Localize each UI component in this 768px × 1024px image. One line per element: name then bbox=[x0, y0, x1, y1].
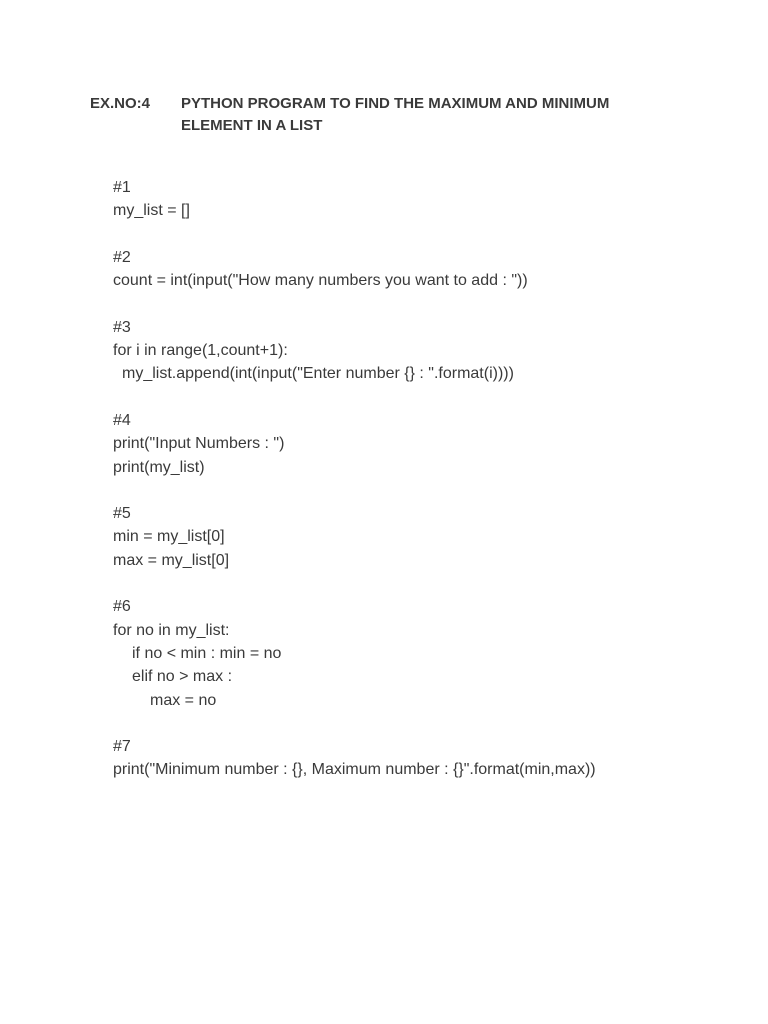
code-line: print("Input Numbers : ") bbox=[113, 435, 285, 453]
code-comment-5: #5 bbox=[113, 505, 131, 523]
code-comment-6: #6 bbox=[113, 598, 131, 616]
code-comment-1: #1 bbox=[113, 179, 131, 196]
blank-line bbox=[113, 712, 733, 735]
code-line: for i in range(1,count+1): bbox=[113, 342, 288, 360]
code-line: if no < min : min = no bbox=[132, 644, 282, 662]
code-comment-3: #3 bbox=[113, 318, 131, 336]
code-line: max = my_list[0] bbox=[113, 551, 230, 569]
code-line: print("Minimum number : {}, Maximum number : {}".format(min,max)) bbox=[113, 761, 596, 779]
code-line: my_list = [] bbox=[113, 202, 190, 220]
code-comment-2: #2 bbox=[113, 248, 131, 266]
code-line: min = my_list[0] bbox=[113, 528, 225, 546]
exercise-title-line-2: ELEMENT IN A LIST bbox=[181, 117, 323, 134]
code-comment-7: #7 bbox=[113, 738, 131, 756]
blank-line bbox=[113, 572, 733, 595]
blank-line bbox=[113, 386, 733, 409]
blank-line bbox=[113, 479, 733, 502]
code-line: print(my_list) bbox=[113, 458, 205, 476]
code-line: elif no > max : bbox=[132, 668, 233, 686]
code-comment-4: #4 bbox=[113, 411, 131, 429]
blank-line bbox=[113, 292, 733, 315]
blank-line bbox=[113, 223, 733, 246]
code-line: my_list.append(int(input("Enter number {} : ".format(i)))) bbox=[122, 365, 514, 383]
exercise-title bbox=[181, 93, 661, 137]
code-line: max = no bbox=[150, 691, 217, 709]
exercise-title-line-1: PYTHON PROGRAM TO FIND THE MAXIMUM AND MINIMUM bbox=[181, 95, 610, 112]
exercise-number: EX.NO:4 bbox=[90, 95, 151, 112]
code-line: count = int(input("How many numbers you want to add : ")) bbox=[113, 272, 528, 290]
code-line: for no in my_list: bbox=[113, 621, 230, 639]
code-listing bbox=[113, 176, 733, 782]
